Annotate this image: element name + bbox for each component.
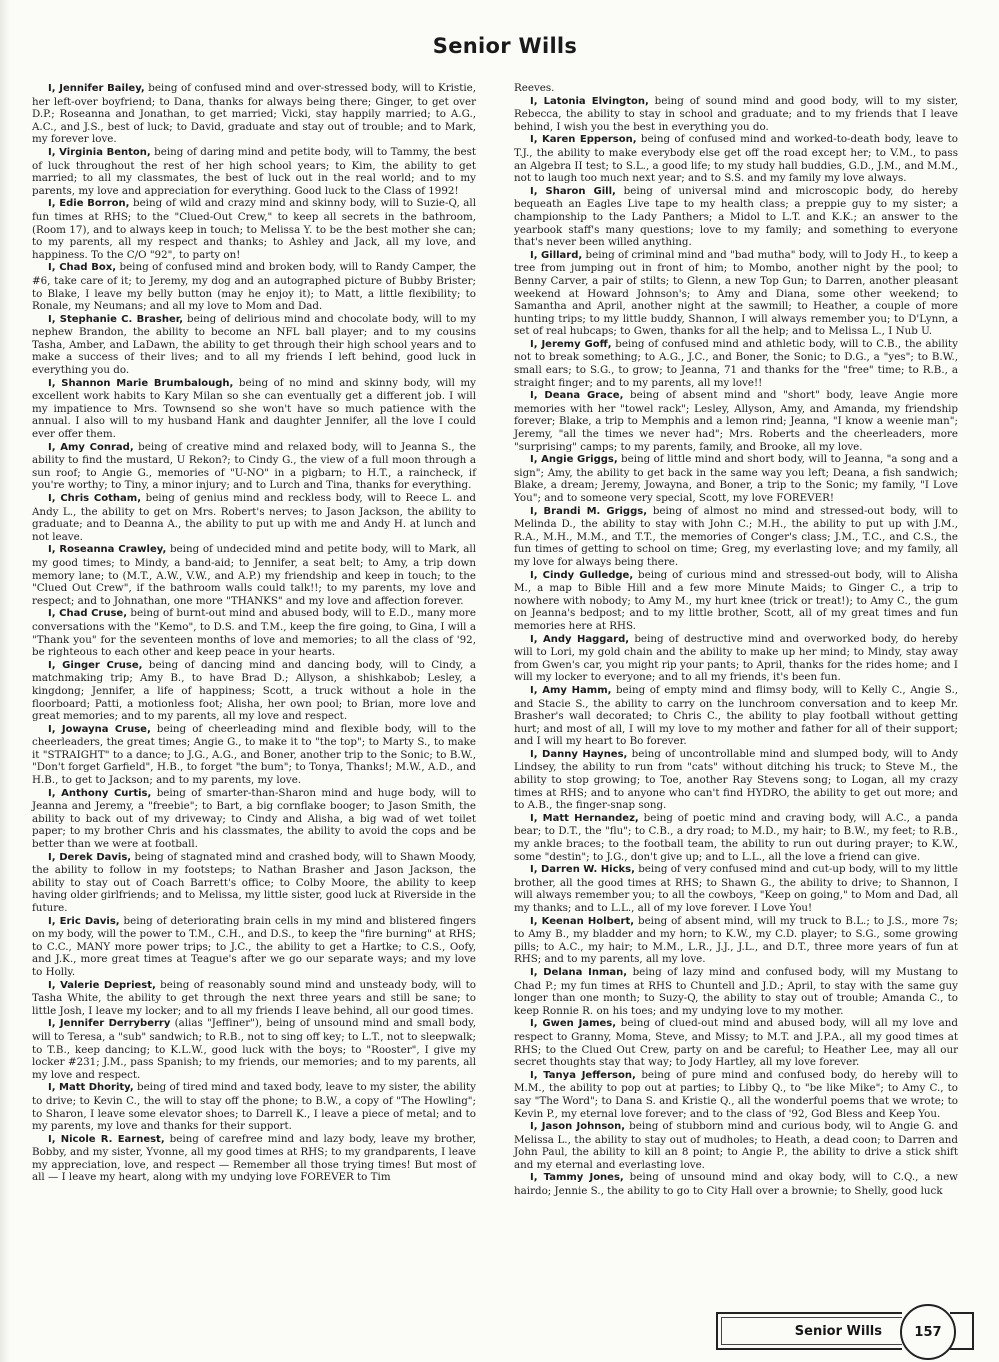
senior-name: I, Amy Conrad, [48, 441, 134, 453]
senior-name: I, Latonia Elvington, [530, 95, 649, 107]
senior-will-entry [32, 915, 476, 979]
senior-will-entry [514, 505, 958, 569]
senior-name: I, Chad Cruse, [48, 608, 128, 620]
senior-name: I, Amy Hamm, [530, 684, 612, 696]
senior-name: I, Virginia Benton, [48, 146, 151, 158]
senior-will-entry [514, 185, 958, 249]
senior-will-entry [514, 1171, 958, 1197]
will-text: being of confused mind and athletic body, will to C.B., the ability not to break something; to A.G., J.C., and Boner, the Sonic; to D.G., a "yes"; to B.W., small ears; to S.G., to grow; to Jeanna, 71 and thanks for the "free" time; to R.B., a straight finger; and to my parents, all my love!! [514, 337, 958, 389]
will-text: being of clued-out mind and abused body, will all my love and respect to Granny, Moma, Steve, and Missy; to M.T. and J.P.A., all my good times at RHS; to the Clued Out Crew, party on and be careful; to Heather Lee, may all our secret thoughts stay that way; to Jody Hartley, all my love forever. [514, 1017, 958, 1069]
senior-will-entry [32, 313, 476, 377]
senior-will-entry [32, 377, 476, 441]
will-text: being of confused mind and over-stressed body, will to Kristie, her left-over boyfriend; to Dana, thanks for always being there; Ginger, to get over D.P.; Roseanna and Jonathan, to get married; Vicki, stay happily married; to A.G., A.C., and J.S., best of luck; to David, graduate and stay out of trouble; and to Mark, my forever love. [32, 82, 476, 146]
senior-name: I, Chad Box, [48, 262, 117, 274]
will-text: being of criminal mind and "bad mutha" body, will to Jody H., to keep a tree from jumping out in front of him; to Mombo, another night by the pool; to Benny Carver, a pair of stilts; to Glenn, a new Top Gun; to Darren, another pleasant weekend at Howard Johnson's; to Amy and Diana, some other weekend; to Samantha and April, another night at the sawmill; to Heather, a couple of more hunting trips; to my little buddy, Shannon, I will always remember you; to D'Lynn, a set of real hubcaps; to Gwen, thanks for all the help; and to Melissa L., I Nub U. [514, 248, 958, 338]
senior-will-entry [514, 1069, 958, 1120]
senior-name: I, Cindy Gulledge, [530, 569, 634, 581]
will-text: being of sound mind and good body, will to my sister, Rebecca, the ability to stay in school and graduate; and to my friends that I leave behind, I wish you the best in everything you do. [514, 94, 958, 133]
senior-will-entry [32, 261, 476, 312]
senior-will-entry [514, 569, 958, 633]
will-text: being of tired mind and taxed body, leave to my sister, the ability to drive; to Kevin C., the will to stay off the phone; to B.W., a copy of "The Howling"; to Sharon, I leave some elevator shoes; to Darrell K., I leave a piece of metal; and to my parents, my love and thanks for their support. [32, 1081, 476, 1133]
will-text: being of burnt-out mind and abused body, will to E.D., many more conversations with the "Kemo", to D.S. and T.M., keep the fire going, to Gina, I will a "Thank you" for the seventeen months of love and memories; to all the class of '92, be righteous to each other and keep peace in your hearts. [32, 607, 476, 659]
will-text: being of little mind and short body, will to Jeanna, "a song and a sign"; Amy, the ability to get back in the same way you left; Deana, a fish sandwich; Blake, a dream; Jeremy, Jowayna, and Boner, a trip to the Sonic; my family, "I Love You"; and to someone very special, Scott, my love FOREVER! [514, 453, 959, 504]
senior-will-entry [32, 1133, 476, 1184]
page-binding-edge [0, 0, 10, 1362]
senior-name: I, Shannon Marie Brumbalough, [48, 377, 234, 389]
senior-will-entry [514, 133, 958, 184]
senior-will-entry [514, 684, 958, 748]
will-text: being of almost no mind and stressed-out body, will to Melinda D., the ability to stay with John C.; M.H., the ability to put up with J.M., R.A., M.H., M.M., and T.T., the memories of Conger's class; J.M., T.C., and C.S., the fun times of getting to school on time; Greg, my everlasting love; and my family, all my love for always being there. [514, 504, 958, 568]
will-text: being of absent mind and "short" body, leave Angie more memories with her "towel rack"; Lesley, Allyson, Amy, and Amanda, my friendship forever; Blake, a trip to Memphis and a lemon rind; Jeanna, "I know a weenie man"; Jeremy, "all the times we never had"; Mrs. Roberts and the cheerleaders, more "surprising" camps; to my parents, family, and Brooke, all my love. [514, 389, 958, 453]
will-text: being of no mind and skinny body, will my excellent work habits to Kary Milan so she can eventually get a different job. I will my impatience to Mrs. Townsend so she won't have so much patience with the annual. I also will to my husband Hank and daughter Jennifer, all the love I could ever offer them. [32, 376, 477, 441]
senior-name: I, Andy Haggard, [530, 633, 630, 645]
senior-will-entry [514, 82, 958, 95]
senior-will-entry [514, 966, 958, 1017]
senior-will-entry [514, 863, 958, 914]
will-text: being of confused mind and worked-to-death body, leave to T.J., the ability to make everybody else get off the road except her; to V.M., to pass an Algebra II test; to S.L., a good life; to my study hall buddies, G.D., J.M., and M.M., not to laugh too much next year; and to S.S. and my family my love always. [514, 133, 958, 185]
senior-name: I, Sharon Gill, [530, 185, 616, 197]
will-text: being of universal mind and microscopic body, do hereby bequeath an Eagles Live tape to my health class; a preppie guy to my sister; a championship to the Lady Panthers; a Midol to L.T. and K.K.; an answer to the yearbook staff's many questions; love to my family; and something to everyone that's never been willed anything. [514, 184, 958, 249]
senior-will-entry [514, 915, 958, 966]
will-text: being of creative mind and relaxed body, will to Jeanna S., the ability to find the mustard, U Rekon?; to Cindy G., the view of a full moon through a sun roof; to Angie G., memories of "U-NO" in a pigbarn; to H.T., a raincheck, if you're worthy; to Tiny, a minor injury; and to Lurch and Tina, thanks for everything. [32, 440, 477, 492]
will-text: being of smarter-than-Sharon mind and huge body, will to Jeanna and Jeremy, a "freebie"; to Bart, a big cornflake booger; to Jason Smith, the ability to back out of my driveway; to Cindy and Alisha, a big wad of wet toilet paper; to my brother Chris and his classmates, the ability to avoid the cops and be better than we were at football. [32, 786, 476, 851]
senior-name: I, Darren W. Hicks, [530, 864, 635, 876]
senior-will-entry [32, 441, 476, 492]
senior-will-entry [32, 607, 476, 658]
senior-will-entry [32, 851, 476, 915]
will-text: being of pure mind and confused body, do hereby will to M.M., the ability to pop out at parties; to Libby Q., to "be like Mike"; to Amy C., to say "The Word"; to Dana S. and Kristie Q., all the wonderful poems that we wrote; to Kevin P., my eternal love forever; and to the class of '92, God Bless and Keep You. [514, 1068, 958, 1120]
will-text: being of delirious mind and chocolate body, will to my nephew Brandon, the ability to become an NFL ball player; and to my cousins Tasha, Amber, and LaDawn, the ability to get through their high school years and to make a success of their lives; and to all my friends I left behind, good luck in everything you do. [32, 312, 476, 377]
senior-name: I, Jason Johnson, [530, 1121, 626, 1133]
senior-will-entry [514, 453, 958, 504]
will-text: being of dancing mind and dancing body, will to Cindy, a matchmaking trip; Amy B., to have Brad D.; Allyson, a shishkabob; Lesley, a kingdong; Jennifer, a life of happiness; Scott, a truck without a hole in the floorboard; Patti, a motionless foot; Alisha, her own pool; to Brian, more love and great memories; and to my parents, all my love and respect. [32, 658, 476, 723]
will-text: being of unsound mind and okay body, will to C.Q., a new hairdo; Jennie S., the ability to go to City Hall over a brownie; to Shelly, good luck [514, 1171, 958, 1198]
senior-will-entry [32, 492, 476, 543]
senior-name: I, Gwen James, [530, 1018, 617, 1030]
senior-name: I, Gillard, [530, 249, 583, 261]
will-text: Reeves. [514, 82, 555, 94]
senior-will-entry [32, 659, 476, 723]
senior-will-entry [32, 1081, 476, 1132]
senior-will-entry [32, 543, 476, 607]
senior-name: I, Anthony Curtis, [48, 787, 152, 799]
page-number-badge [900, 1304, 956, 1360]
will-text: being of poetic mind and craving body, will A.C., a panda bear; to D.T., the "flu"; to C.B., a dry road; to M.D., my hair; to B.W., my feet; to R.B., my ankle braces; to the football team, the ability to run out during prayer; to K.W., some "destin"; to J.G., don't give up; and to L.L., all the love a friend can give. [514, 811, 958, 863]
will-text: being of wild and crazy mind and skinny body, will to Suzie-Q, all fun times at RHS; to the "Clued-Out Crew," to keep all secrets in the bathroom, (Room 17), and to always keep in touch; to Melissa Y. to be the best mother she can; to my parents, all my respect and thanks; to Ashley and Jack, all my love, and happiness. To the C/O "92", to party on! [32, 197, 477, 261]
senior-name: I, Karen Epperson, [530, 134, 637, 146]
senior-will-entry [514, 1120, 958, 1171]
wills-column-left [32, 82, 476, 1184]
senior-will-entry [32, 82, 476, 146]
will-text: being of absent mind, will my truck to B.L.; to J.S., more 7s; to Amy B., my bladder and my horn; to K.W., my C.D. player; to S.G., some growing pills; to A.C., my hair; to M.M., L.R., J.J., J.L., and D.T., three more years of fun at RHS; and to my parents, all my love. [514, 914, 958, 966]
senior-name: I, Danny Haynes, [530, 748, 628, 760]
senior-name: I, Jennifer Bailey, [48, 83, 145, 94]
will-text: being of stagnated mind and crashed body, will to Shawn Moody, the ability to follow in my footsteps; to Nathan Brasher and Jason Jackson, the ability to stay out of Coach Barrett's office; to Colby Moore, the ability to keep having older girlfriends; and to Melissa, my little sister, good luck at Riverside in the future. [32, 850, 476, 914]
senior-name: I, Stephanie C. Brasher, [48, 313, 183, 325]
will-text: (alias "Jeffiner"), being of unsound mind and small body, will to Teresa, a "sub" sandwich; to R.B., not to sing off key; to L.T., not to sleepwalk; to T.B., keep dancing; to K.L.W., good luck with the boys; to "Rooster", I give my locker #231; J.M., pass Spanish; to my friends, our memories; and to my parents, all my love and respect. [32, 1017, 476, 1081]
senior-name: I, Matt Hernandez, [530, 812, 639, 824]
will-text: being of lazy mind and confused body, will my Mustang to Chad P.; my fun times at RHS to Chuntell and J.D.; April, to stay with the same guy longer than one month; to Suzy-Q, the ability to stay out of trouble; Amanda C., to keep Ronnie R. on his toes; and my undying love to my mother. [514, 965, 959, 1017]
senior-name: I, Derek Davis, [48, 851, 132, 863]
senior-name: I, Matt Dhority, [48, 1082, 134, 1094]
will-text: being of cheerleading mind and flexible body, will to the cheerleaders, the great times; Angie G., to make it to "the top"; to Marty S., to make it "STRAIGHT" to a dance; to J.G., A.G., and Boner, another trip to the Sonic; to B.W., "Don't forget Garfield", H.B., to forget "the bum"; to Tonya, Thanks!; M.W., A.D., and H.B., to get to Jackson; and to my parents, my love. [32, 722, 477, 787]
senior-name: I, Nicole R. Earnest, [48, 1133, 165, 1145]
senior-name: I, Jowayna Cruse, [48, 723, 151, 735]
senior-name: I, Ginger Cruse, [48, 659, 143, 671]
wills-column-right [514, 82, 958, 1198]
senior-name: I, Tammy Jones, [530, 1172, 624, 1184]
senior-will-entry [32, 787, 476, 851]
senior-name: I, Eric Davis, [48, 915, 120, 927]
senior-will-entry [514, 812, 958, 863]
senior-name: I, Valerie Depriest, [48, 979, 156, 991]
senior-will-entry [514, 389, 958, 453]
senior-will-entry [32, 146, 476, 197]
senior-will-entry [514, 748, 958, 812]
senior-will-entry [32, 979, 476, 1018]
will-text: being of uncontrollable mind and slumped body, will to Andy Lindsey, the ability to run from "cats" without ditching his truck; to Steve M., the ability to stop growing; to Toe, another Ray Stevens song; to Logan, all my crazy times at RHS; and to anyone who can't find HYDRO, the ability to get out more; and to A.B., the finger-snap song. [514, 747, 958, 812]
will-text: being of deteriorating brain cells in my mind and blistered fingers on my body, will the power to T.M., C.H., and D.S., to keep the "fire burning" at RHS; to C.C., MANY more power trips; to J.C., the ability to get a Hartke; to C.S., Oofy, and J.K., more great times at Teague's after we go our separate ways; and my love to Holly. [32, 914, 476, 978]
page-number: 157 [914, 1324, 942, 1340]
footer-section-label [716, 1312, 902, 1350]
will-text: being of curious mind and stressed-out body, will to Alisha M., a map to Bible Hill and a few more Minute Maids; to Ginger C., a trip to nowhere with nobody; to Amy M., my hurt knee (trick or treat!); to Amy C., the gum on Jeanna's bedpost; and to my little brother, Scott, all of my great times and fun memories here at RHS. [514, 568, 958, 632]
will-text: being of empty mind and flimsy body, will to Kelly C., Angie S., and Stacie S., the ability to carry on the lunchroom conversation and to keep Mr. Brasher's wall decorated; to Chris C., the ability to play football without getting hurt; and most of all, I will my love to my mother and father for all of their support; and I will my heart to Bo forever. [514, 683, 959, 748]
will-text: being of confused mind and broken body, will to Randy Camper, the #6, take care of it; to Jeremy, my dog and an autographed picture of Bubby Brister; to Blake, I leave my belly button (may he enjoy it); to Matt, a little flexibility; to Ronale, my Neumans; and all my love to Mom and Dad. [32, 261, 477, 313]
will-text: being of daring mind and petite body, will to Tammy, the best of luck throughout the rest of her high school years; to Kim, the ability to get married; to all my classmates, the best of luck out in the real world; and to my parents, my love and appreciation for everything. Good luck to the Class of 1992! [32, 145, 476, 197]
will-text: being of destructive mind and overworked body, do hereby will to Lori, my gold chain and the ability to make up her mind; to Mindy, stay away from Gwen's car, you might rip your pants; to April, thanks for the rides home; and I will my locker to everyone; and to all my friends, it's been fun. [514, 632, 958, 684]
will-text: being of very confused mind and cut-up body, will to my little brother, all the good times at RHS; to Shawn G., the ability to drive; to Shannon, I will always remember you; to all the cowboys, "Keep on going," to Mom and Dad, all my thanks; and to L.L., all of my love forever. I Love You! [514, 863, 958, 914]
footer-label-text: Senior Wills [794, 1323, 882, 1339]
senior-will-entry [514, 633, 958, 684]
senior-name: I, Edie Borron, [48, 198, 130, 210]
senior-will-entry [32, 1017, 476, 1081]
will-text: being of stubborn mind and curious body, wil to Angie G. and Melissa L., the ability to stay out of mudholes; to Heath, a dead coon; to Darren and John Paul, the ability to kill an 8 point; to Angie P., the ability to drive a stick shift and my eternal and everlasting love. [514, 1120, 958, 1171]
senior-will-entry [514, 1017, 958, 1068]
page-title: Senior Wills [432, 34, 578, 58]
senior-name: I, Delana Inman, [530, 966, 628, 978]
senior-will-entry [514, 338, 958, 389]
senior-name: I, Chris Cotham, [48, 493, 141, 504]
senior-name: I, Brandi M. Griggs, [530, 505, 647, 517]
senior-name: I, Deana Grace, [530, 390, 624, 402]
will-text: being of reasonably sound mind and unsteady body, will to Tasha White, the ability to get through the next three years and still be sane; to little Josh, I leave my locker; and to all my friends I leave behind, all our good times. [32, 978, 476, 1017]
senior-name: I, Keenan Holbert, [530, 915, 635, 927]
senior-name: I, Tanya Jefferson, [530, 1069, 636, 1081]
will-text: being of carefree mind and lazy body, leave my brother, Bobby, and my sister, Yvonne, all my good times at RHS; to my grandparents, I leave my appreciation, love, and respect — Remember all those trying times! But most of all — I leave my heart, along with my undying love FOREVER to Tim [32, 1132, 476, 1184]
senior-name: I, Jennifer Derryberry [48, 1018, 171, 1030]
senior-name: I, Angie Griggs, [530, 454, 618, 466]
senior-will-entry [514, 249, 958, 338]
will-text: being of genius mind and reckless body, will to Reece L. and Andy L., the ability to get on Mrs. Robert's nerves; to Jason Jackson, the ability to graduate; and to Deanna A., the ability to put up with me and Andy H. at lunch and not leave. [32, 492, 477, 543]
senior-name: I, Roseanna Crawley, [48, 544, 167, 556]
will-text: being of undecided mind and petite body, will to Mark, all my good times; to Mindy, a band-aid; to Jennifer, a seat belt; to Amy, a trip down memory lane; to (M.T., A.W., V.W., and A.P.) my friendship and keep in touch; to the "Clued Out Crew", if the bathroom walls could talk!!; to my parents, my love and respect; and to Johnathan, one more "THANKS" and my love and affection forever. [32, 543, 477, 607]
senior-name: I, Jeremy Goff, [530, 338, 612, 350]
senior-will-entry [32, 197, 476, 261]
senior-will-entry [32, 723, 476, 787]
senior-will-entry [514, 95, 958, 134]
